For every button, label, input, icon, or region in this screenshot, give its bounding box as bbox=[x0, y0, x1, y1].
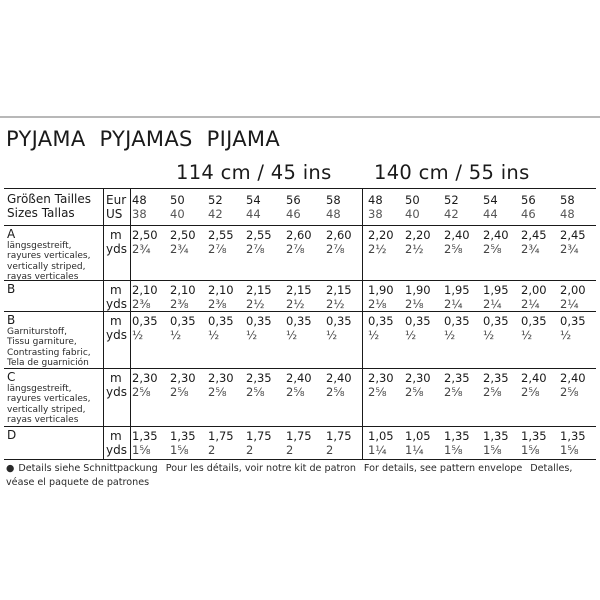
yards-value: 2 bbox=[246, 443, 254, 457]
view-description: längsgestreift, bbox=[7, 241, 72, 251]
yards-value: 2⅛ bbox=[405, 297, 424, 311]
yardage-table bbox=[4, 188, 596, 460]
yards-value: 2⅝ bbox=[560, 385, 579, 399]
yards-value: 2⅝ bbox=[368, 385, 387, 399]
meters-value: 2,40 bbox=[521, 371, 547, 385]
meters-value: 2,00 bbox=[521, 283, 547, 297]
meters-value: 0,35 bbox=[170, 314, 196, 328]
meters-value: 2,10 bbox=[132, 283, 158, 297]
eur-size: 48 bbox=[368, 193, 383, 207]
yards-value: 2 bbox=[286, 443, 294, 457]
yards-value: 2 bbox=[208, 443, 216, 457]
yards-value: ½ bbox=[132, 328, 144, 342]
yards-value: 2¾ bbox=[521, 242, 540, 256]
yards-value: ½ bbox=[405, 328, 417, 342]
yards-value: 2¾ bbox=[560, 242, 579, 256]
yards-value: 2¼ bbox=[444, 297, 463, 311]
meters-value: 1,35 bbox=[132, 429, 158, 443]
meters-value: 2,55 bbox=[208, 228, 234, 242]
meters-value: 2,40 bbox=[483, 228, 509, 242]
view-description: rayures verticales, bbox=[7, 394, 91, 405]
yards-value: 2⅞ bbox=[326, 242, 345, 256]
meters-value: 0,35 bbox=[286, 314, 312, 328]
us-size: 48 bbox=[326, 207, 341, 221]
us-size: 46 bbox=[286, 207, 301, 221]
table-row-divider bbox=[4, 280, 596, 281]
meters-value: 2,10 bbox=[170, 283, 196, 297]
meters-value: 2,60 bbox=[286, 228, 312, 242]
yards-value: ½ bbox=[326, 328, 338, 342]
eur-size: 50 bbox=[170, 193, 185, 207]
unit-m: m bbox=[110, 314, 122, 328]
table-column-divider bbox=[130, 189, 131, 459]
yards-value: 2⅝ bbox=[444, 242, 463, 256]
yards-value: 2⅞ bbox=[286, 242, 305, 256]
footnote bbox=[6, 462, 591, 490]
meters-value: 1,35 bbox=[444, 429, 470, 443]
bullet-icon: ● bbox=[6, 463, 15, 474]
yards-value: 2⅝ bbox=[208, 385, 227, 399]
meters-value: 1,75 bbox=[326, 429, 352, 443]
unit-yds: yds bbox=[106, 297, 127, 311]
top-divider bbox=[0, 116, 600, 118]
meters-value: 1,35 bbox=[483, 429, 509, 443]
yards-value: 2⅝ bbox=[132, 385, 151, 399]
view-description: rayas verticales bbox=[7, 415, 79, 426]
view-letter: A bbox=[7, 227, 16, 241]
us-size: 42 bbox=[444, 207, 459, 221]
fabric-width-114: 114 cm / 45 ins bbox=[176, 161, 332, 184]
yards-value: ½ bbox=[208, 328, 220, 342]
meters-value: 2,20 bbox=[405, 228, 431, 242]
unit-yds: yds bbox=[106, 385, 127, 399]
unit-m: m bbox=[110, 228, 122, 242]
meters-value: 1,90 bbox=[368, 283, 394, 297]
meters-value: 1,75 bbox=[246, 429, 272, 443]
meters-value: 1,05 bbox=[368, 429, 394, 443]
meters-value: 0,35 bbox=[326, 314, 352, 328]
yards-value: 2⅞ bbox=[246, 242, 265, 256]
yards-value: 1⅝ bbox=[132, 443, 151, 457]
yards-value: ½ bbox=[521, 328, 533, 342]
view-letter: B bbox=[7, 282, 16, 296]
yards-value: ½ bbox=[560, 328, 572, 342]
yards-value: 2½ bbox=[368, 242, 387, 256]
meters-value: 1,95 bbox=[444, 283, 470, 297]
yards-value: 1⅝ bbox=[483, 443, 502, 457]
eur-size: 56 bbox=[286, 193, 301, 207]
meters-value: 2,45 bbox=[521, 228, 547, 242]
table-row-divider bbox=[4, 311, 596, 312]
meters-value: 1,90 bbox=[405, 283, 431, 297]
meters-value: 2,50 bbox=[132, 228, 158, 242]
view-description: Tela de guarnición bbox=[7, 358, 89, 369]
meters-value: 2,60 bbox=[326, 228, 352, 242]
meters-value: 2,30 bbox=[208, 371, 234, 385]
meters-value: 2,10 bbox=[208, 283, 234, 297]
meters-value: 2,40 bbox=[286, 371, 312, 385]
yards-value: 1¼ bbox=[368, 443, 387, 457]
eur-label: Eur bbox=[106, 193, 127, 207]
meters-value: 2,30 bbox=[405, 371, 431, 385]
meters-value: 2,30 bbox=[170, 371, 196, 385]
fabric-width-140: 140 cm / 55 ins bbox=[374, 161, 530, 184]
view-description: Garniturstoff, bbox=[7, 327, 67, 337]
meters-value: 2,50 bbox=[170, 228, 196, 242]
meters-value: 0,35 bbox=[521, 314, 547, 328]
yards-value: 2⅜ bbox=[170, 297, 189, 311]
view-letter: C bbox=[7, 370, 16, 384]
title-word: PYJAMA bbox=[6, 127, 86, 151]
yards-value: ½ bbox=[483, 328, 495, 342]
yards-value: ½ bbox=[368, 328, 380, 342]
title-word: PYJAMAS bbox=[99, 127, 193, 151]
yards-value: ½ bbox=[444, 328, 456, 342]
meters-value: 1,95 bbox=[483, 283, 509, 297]
yards-value: 2⅝ bbox=[170, 385, 189, 399]
us-size: 38 bbox=[368, 207, 383, 221]
yards-value: 2⅝ bbox=[483, 242, 502, 256]
unit-yds: yds bbox=[106, 443, 127, 457]
yards-value: 2¼ bbox=[521, 297, 540, 311]
unit-m: m bbox=[110, 283, 122, 297]
yards-value: 2⅝ bbox=[246, 385, 265, 399]
yards-value: 1⅝ bbox=[170, 443, 189, 457]
table-column-divider bbox=[103, 189, 104, 459]
eur-size: 54 bbox=[483, 193, 498, 207]
eur-size: 52 bbox=[208, 193, 223, 207]
yards-value: 1⅝ bbox=[444, 443, 463, 457]
yards-value: ½ bbox=[286, 328, 298, 342]
title-word: PIJAMA bbox=[206, 127, 280, 151]
footnote-text: Detalles, véase el paquete de patrones bbox=[6, 463, 573, 488]
us-label: US bbox=[106, 207, 123, 221]
yards-value: 2⅝ bbox=[483, 385, 502, 399]
eur-size: 58 bbox=[560, 193, 575, 207]
meters-value: 0,35 bbox=[483, 314, 509, 328]
size-label-line1: Größen Tailles bbox=[7, 192, 92, 206]
yards-value: 1¼ bbox=[405, 443, 424, 457]
us-size: 40 bbox=[170, 207, 185, 221]
meters-value: 0,35 bbox=[132, 314, 158, 328]
meters-value: 1,35 bbox=[170, 429, 196, 443]
meters-value: 2,15 bbox=[326, 283, 352, 297]
yards-value: 1⅝ bbox=[521, 443, 540, 457]
meters-value: 2,30 bbox=[132, 371, 158, 385]
size-label-line2: Sizes Tallas bbox=[7, 206, 75, 220]
footnote-text: For details, see pattern envelope bbox=[363, 463, 523, 474]
eur-size: 50 bbox=[405, 193, 420, 207]
us-size: 44 bbox=[246, 207, 261, 221]
meters-value: 2,15 bbox=[246, 283, 272, 297]
meters-value: 2,35 bbox=[246, 371, 272, 385]
table-row-divider bbox=[4, 426, 596, 427]
us-size: 48 bbox=[560, 207, 575, 221]
meters-value: 2,00 bbox=[560, 283, 586, 297]
yards-value: 2¾ bbox=[132, 242, 151, 256]
meters-value: 2,40 bbox=[326, 371, 352, 385]
table-row-divider bbox=[4, 368, 596, 369]
yards-value: 2⅛ bbox=[368, 297, 387, 311]
yards-value: 2¼ bbox=[483, 297, 502, 311]
yards-value: 2⅜ bbox=[132, 297, 151, 311]
view-description: vertically striped, bbox=[7, 404, 86, 415]
view-description: Tissu garniture, bbox=[7, 337, 77, 348]
eur-size: 54 bbox=[246, 193, 261, 207]
yards-value: ½ bbox=[170, 328, 182, 342]
us-size: 42 bbox=[208, 207, 223, 221]
us-size: 38 bbox=[132, 207, 147, 221]
yards-value: 2¼ bbox=[560, 297, 579, 311]
view-letter: D bbox=[7, 428, 17, 442]
meters-value: 0,35 bbox=[246, 314, 272, 328]
meters-value: 2,35 bbox=[444, 371, 470, 385]
meters-value: 1,35 bbox=[560, 429, 586, 443]
meters-value: 1,75 bbox=[208, 429, 234, 443]
view-description: rayas verticales bbox=[7, 272, 79, 283]
unit-yds: yds bbox=[106, 328, 127, 342]
table-column-divider bbox=[362, 189, 363, 459]
yards-value: 1⅝ bbox=[560, 443, 579, 457]
yards-value: 2⅜ bbox=[208, 297, 227, 311]
yards-value: 2¾ bbox=[170, 242, 189, 256]
meters-value: 2,30 bbox=[368, 371, 394, 385]
yards-value: 2⅝ bbox=[444, 385, 463, 399]
meters-value: 2,45 bbox=[560, 228, 586, 242]
meters-value: 0,35 bbox=[405, 314, 431, 328]
footnote-text: Details siehe Schnittpackung bbox=[18, 463, 158, 474]
meters-value: 2,15 bbox=[286, 283, 312, 297]
eur-size: 48 bbox=[132, 193, 147, 207]
unit-yds: yds bbox=[106, 242, 127, 256]
eur-size: 56 bbox=[521, 193, 536, 207]
meters-value: 1,35 bbox=[521, 429, 547, 443]
us-size: 40 bbox=[405, 207, 420, 221]
meters-value: 0,35 bbox=[560, 314, 586, 328]
meters-value: 0,35 bbox=[208, 314, 234, 328]
meters-value: 1,05 bbox=[405, 429, 431, 443]
yards-value: 2⅝ bbox=[405, 385, 424, 399]
meters-value: 0,35 bbox=[444, 314, 470, 328]
unit-m: m bbox=[110, 371, 122, 385]
table-row-divider bbox=[4, 225, 596, 226]
us-size: 44 bbox=[483, 207, 498, 221]
yards-value: 2⅝ bbox=[326, 385, 345, 399]
yards-value: 2½ bbox=[286, 297, 305, 311]
yards-value: 2½ bbox=[405, 242, 424, 256]
meters-value: 0,35 bbox=[368, 314, 394, 328]
eur-size: 52 bbox=[444, 193, 459, 207]
footnote-text: Pour les détails, voir notre kit de patron bbox=[165, 463, 356, 474]
view-description: rayures verticales, bbox=[7, 251, 91, 262]
meters-value: 2,20 bbox=[368, 228, 394, 242]
yards-value: 2½ bbox=[246, 297, 265, 311]
unit-m: m bbox=[110, 429, 122, 443]
meters-value: 2,40 bbox=[560, 371, 586, 385]
meters-value: 2,55 bbox=[246, 228, 272, 242]
yards-value: 2½ bbox=[326, 297, 345, 311]
meters-value: 2,35 bbox=[483, 371, 509, 385]
page-title bbox=[6, 127, 294, 151]
yards-value: 2⅞ bbox=[208, 242, 227, 256]
yards-value: 2⅝ bbox=[286, 385, 305, 399]
view-description: Contrasting fabric, bbox=[7, 347, 91, 358]
yards-value: 2⅝ bbox=[521, 385, 540, 399]
view-description: vertically striped, bbox=[7, 261, 86, 272]
view-description: längsgestreift, bbox=[7, 384, 72, 394]
meters-value: 1,75 bbox=[286, 429, 312, 443]
meters-value: 2,40 bbox=[444, 228, 470, 242]
eur-size: 58 bbox=[326, 193, 341, 207]
us-size: 46 bbox=[521, 207, 536, 221]
yards-value: ½ bbox=[246, 328, 258, 342]
yards-value: 2 bbox=[326, 443, 334, 457]
view-letter: B bbox=[7, 313, 16, 327]
